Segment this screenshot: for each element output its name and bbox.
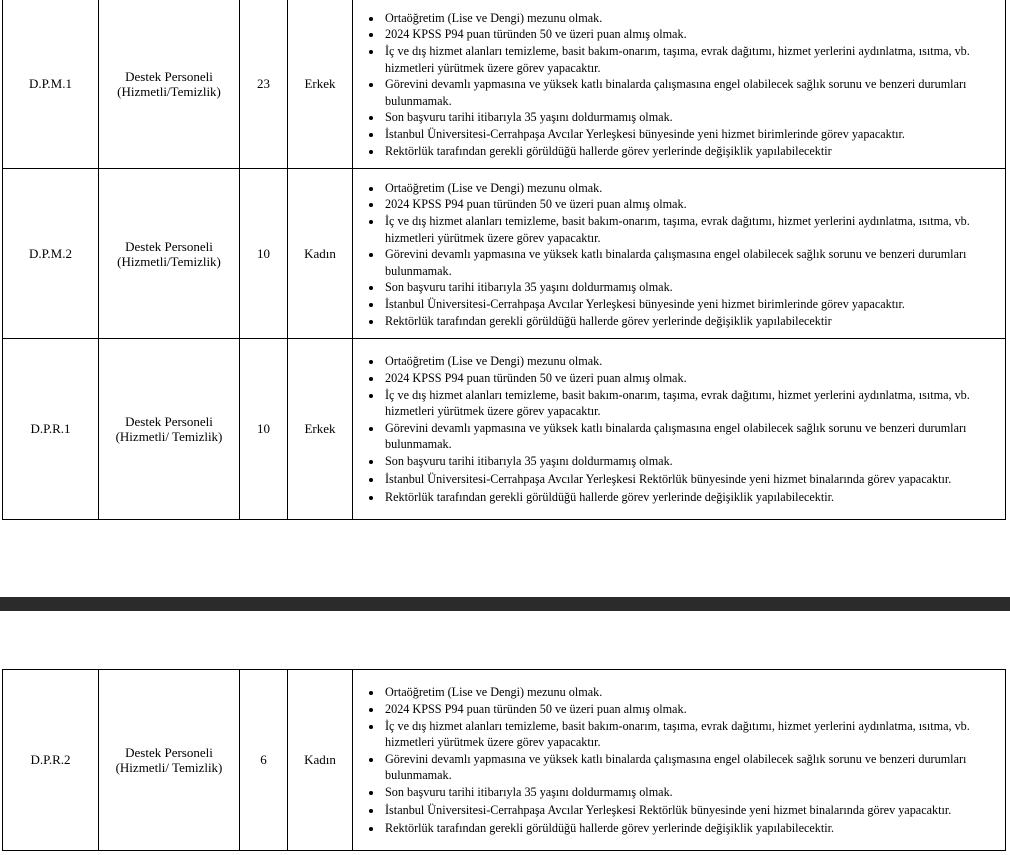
requirement-item: • 2024 KPSS P94 puan türünden 50 ve üzeri puan almış olmak. [383, 370, 997, 387]
requirement-item: • Ortaöğretim (Lise ve Dengi) mezunu olmak. [383, 10, 997, 27]
table-row [3, 0, 1006, 169]
requirements-cell [353, 0, 1006, 169]
requirement-item: • Görevini devamlı yapmasına ve yüksek katlı binalarda çalışmasına engel olabilecek sağlık sorunu ve benzeri durumları bulunmamak. [383, 76, 997, 109]
requirement-item: • İç ve dış hizmet alanları temizleme, basit bakım-onarım, taşıma, evrak dağıtımı, hizmet yerlerini aydınlatma, ısıtma, vb. hizmetleri yürütmek üzere görev yapacaktır. [383, 213, 997, 246]
requirement-item: • İç ve dış hizmet alanları temizleme, basit bakım-onarım, taşıma, evrak dağıtımı, hizmet yerlerini aydınlatma, ısıtma, vb. hizmetleri yürütmek üzere görev yapacaktır. [383, 43, 997, 76]
requirement-item: • Son başvuru tarihi itibarıyla 35 yaşını doldurmamış olmak. [383, 453, 997, 470]
page-break-divider [0, 597, 1010, 611]
position-gender: Kadın [288, 670, 353, 851]
position-count: 6 [240, 670, 288, 851]
requirement-item: • Rektörlük tarafından gerekli görüldüğü hallerde görev yerlerinde değişiklik yapılabilecektir. [383, 819, 997, 838]
requirement-item: • Ortaöğretim (Lise ve Dengi) mezunu olmak. [383, 180, 997, 197]
position-title: Destek Personeli (Hizmetli/Temizlik) [99, 0, 240, 169]
position-count: 10 [240, 169, 288, 339]
requirements-list [353, 8, 1005, 159]
position-gender: Kadın [288, 169, 353, 339]
requirement-item: • İstanbul Üniversitesi-Cerrahpaşa Avcılar Yerleşkesi Rektörlük bünyesinde yeni hizmet binalarında görev yapacaktır. [383, 470, 997, 489]
requirements-list [353, 178, 1005, 329]
positions-table-page1 [2, 0, 1006, 520]
position-count: 10 [240, 339, 288, 520]
requirement-item: • Rektörlük tarafından gerekli görüldüğü hallerde görev yerlerinde değişiklik yapılabilecektir [383, 313, 997, 330]
requirement-item: • Görevini devamlı yapmasına ve yüksek katlı binalarda çalışmasına engel olabilecek sağlık sorunu ve benzeri durumları bulunmamak. [383, 420, 997, 453]
requirement-item: • Rektörlük tarafından gerekli görüldüğü hallerde görev yerlerinde değişiklik yapılabilecektir. [383, 488, 997, 507]
requirement-item: • 2024 KPSS P94 puan türünden 50 ve üzeri puan almış olmak. [383, 701, 997, 718]
requirement-item: • İstanbul Üniversitesi-Cerrahpaşa Avcılar Yerleşkesi Rektörlük bünyesinde yeni hizmet binalarında görev yapacaktır. [383, 801, 997, 820]
requirements-list [353, 351, 1005, 506]
position-title: Destek Personeli (Hizmetli/ Temizlik) [99, 339, 240, 520]
requirement-item: • 2024 KPSS P94 puan türünden 50 ve üzeri puan almış olmak. [383, 196, 997, 213]
requirements-list [353, 682, 1005, 837]
requirements-cell [353, 339, 1006, 520]
requirement-item: • İç ve dış hizmet alanları temizleme, basit bakım-onarım, taşıma, evrak dağıtımı, hizmet yerlerini aydınlatma, ısıtma, vb. hizmetleri yürütmek üzere görev yapacaktır. [383, 718, 997, 751]
position-title: Destek Personeli (Hizmetli/ Temizlik) [99, 670, 240, 851]
position-code: D.P.R.2 [3, 670, 99, 851]
table-row [3, 339, 1006, 520]
position-code: D.P.M.2 [3, 169, 99, 339]
requirement-item: • 2024 KPSS P94 puan türünden 50 ve üzeri puan almış olmak. [383, 26, 997, 43]
position-code: D.P.M.1 [3, 0, 99, 169]
table-row [3, 670, 1006, 851]
requirements-cell [353, 169, 1006, 339]
requirement-item: • Ortaöğretim (Lise ve Dengi) mezunu olmak. [383, 684, 997, 701]
position-title: Destek Personeli (Hizmetli/Temizlik) [99, 169, 240, 339]
requirement-item: • Ortaöğretim (Lise ve Dengi) mezunu olmak. [383, 353, 997, 370]
requirement-item: • İç ve dış hizmet alanları temizleme, basit bakım-onarım, taşıma, evrak dağıtımı, hizmet yerlerini aydınlatma, ısıtma, vb. hizmetleri yürütmek üzere görev yapacaktır. [383, 387, 997, 420]
requirements-cell [353, 670, 1006, 851]
positions-table-page2 [2, 669, 1006, 851]
position-code: D.P.R.1 [3, 339, 99, 520]
requirement-item: • Son başvuru tarihi itibarıyla 35 yaşını doldurmamış olmak. [383, 109, 997, 126]
requirement-item: • Son başvuru tarihi itibarıyla 35 yaşını doldurmamış olmak. [383, 784, 997, 801]
requirement-item: • Son başvuru tarihi itibarıyla 35 yaşını doldurmamış olmak. [383, 279, 997, 296]
requirement-item: • Görevini devamlı yapmasına ve yüksek katlı binalarda çalışmasına engel olabilecek sağlık sorunu ve benzeri durumları bulunmamak. [383, 246, 997, 279]
table-row [3, 169, 1006, 339]
requirement-item: • Rektörlük tarafından gerekli görüldüğü hallerde görev yerlerinde değişiklik yapılabilecektir [383, 143, 997, 160]
requirement-item: • Görevini devamlı yapmasına ve yüksek katlı binalarda çalışmasına engel olabilecek sağlık sorunu ve benzeri durumları bulunmamak. [383, 751, 997, 784]
position-gender: Erkek [288, 0, 353, 169]
requirement-item: • İstanbul Üniversitesi-Cerrahpaşa Avcılar Yerleşkesi bünyesinde yeni hizmet birimlerinde görev yapacaktır. [383, 126, 997, 143]
position-count: 23 [240, 0, 288, 169]
position-gender: Erkek [288, 339, 353, 520]
requirement-item: • İstanbul Üniversitesi-Cerrahpaşa Avcılar Yerleşkesi bünyesinde yeni hizmet birimlerinde görev yapacaktır. [383, 296, 997, 313]
